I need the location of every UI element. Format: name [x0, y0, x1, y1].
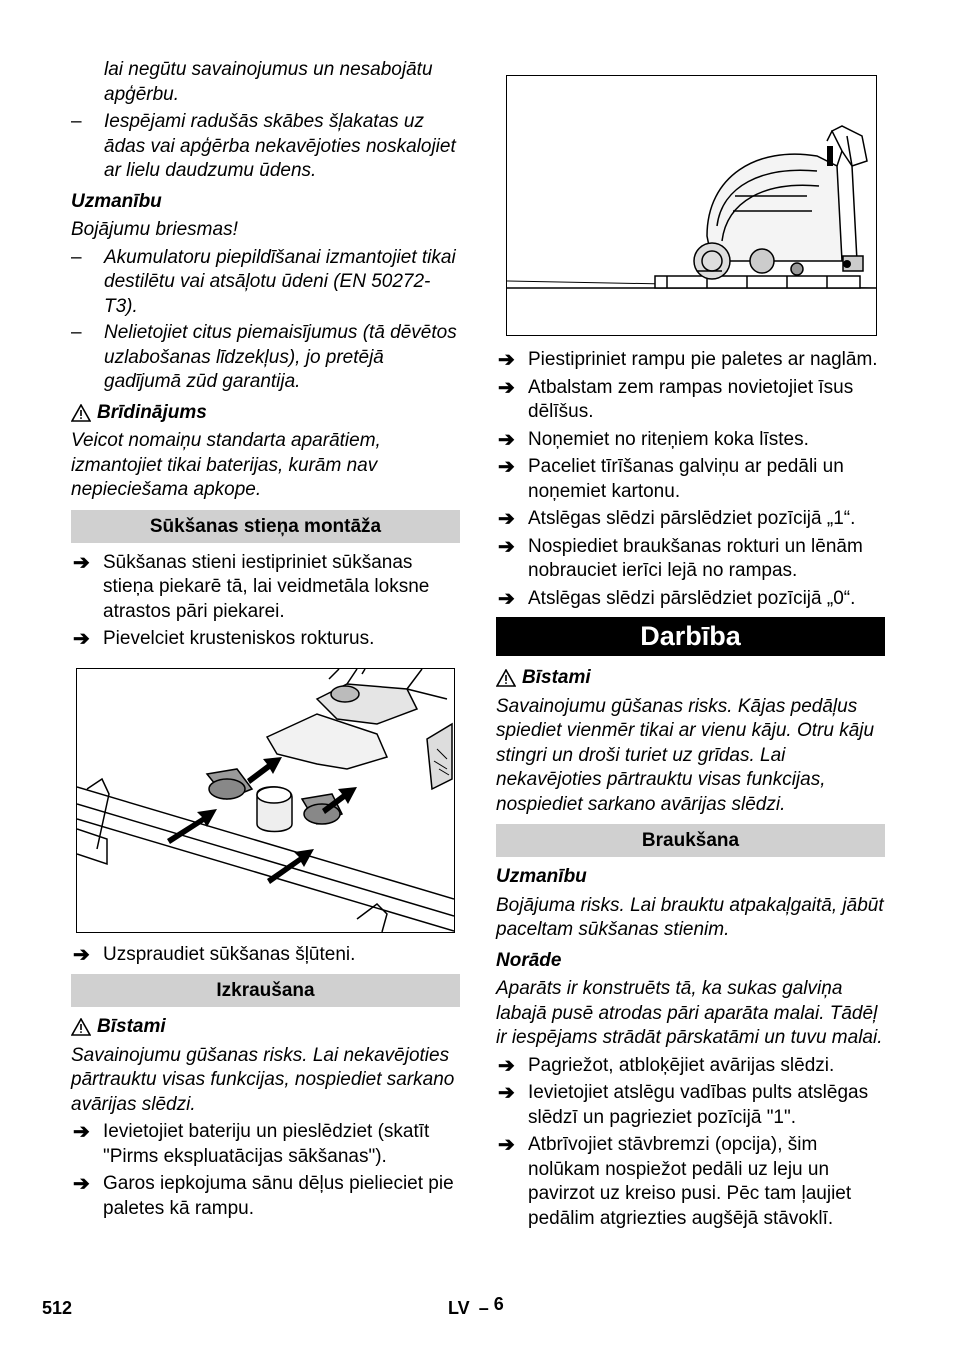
arrow-icon: ➔ [498, 535, 515, 558]
step-item: ➔ Atbalstam zem rampas novietojiet īsus dēlīšus. [498, 376, 854, 422]
warning-title: Brīdinājums [97, 401, 207, 423]
danger-text: Savainojumu gūšanas risks. Lai nekavējoties pārtrauktu visas funkcijas, nospiediet sarkano avārijas slēdzi. [71, 1044, 455, 1115]
arrow-icon: ➔ [498, 1134, 515, 1156]
continued-text: lai negūtu savainojumus un nesabojātu apģērbu. [104, 59, 433, 105]
step-item: ➔ Noņemiet no riteņiem koka līstes. [498, 428, 809, 451]
section-heading-operation: Darbība [496, 617, 885, 656]
step-item: ➔ Pagriežot, atbloķējiet avārijas slēdzi. [498, 1054, 835, 1077]
driving-steps-list [496, 1054, 885, 1232]
suction-bar-illustration [76, 668, 455, 933]
section-heading-unloading: Izkraušana [71, 974, 460, 1007]
arrow-icon: ➔ [498, 1082, 515, 1104]
section-heading-driving: Braukšana [496, 824, 885, 857]
danger-title: Bīstami [522, 667, 591, 688]
danger-title: Bīstami [97, 1016, 166, 1037]
step-item: ➔ Atslēgas slēdzi pārslēdziet pozīcijā „1“. [498, 508, 856, 530]
danger-heading [71, 1015, 460, 1040]
caution-heading: Uzmanību [71, 190, 162, 212]
arrow-icon: ➔ [73, 1173, 90, 1195]
danger-text: Savainojumu gūšanas risks. Kājas pedāļus spiediet vienmēr tikai ar vienu kāju. Otru kāju stingri un droši turiet uz grīdas. Lai nekavējoties pārtrauktu visas funkcijas, nospiediet sarkano avārijas slēdzi. [496, 695, 875, 815]
step-item: ➔ Atslēgas slēdzi pārslēdziet pozīcijā „0“. [498, 587, 856, 610]
arrow-icon: ➔ [498, 587, 515, 610]
suction-bar-drawing [77, 669, 454, 932]
arrow-icon: ➔ [73, 628, 90, 650]
machine-ramp-drawing [507, 76, 876, 335]
warning-triangle-icon [71, 1018, 91, 1036]
step-item: ➔ Ievietojiet bateriju un pieslēdziet (skatīt "Pirms ekspluatācijas sākšanas"). [73, 1121, 430, 1167]
warning-text: Veicot nomaiņu standarta aparātiem, izmantojiet tikai baterijas, kurām nav nepieciešama apkope. [71, 430, 381, 500]
arrow-icon: ➔ [73, 551, 90, 574]
right-column [496, 75, 885, 1234]
arrow-icon: ➔ [498, 1054, 515, 1077]
arrow-icon: ➔ [498, 508, 515, 530]
step-item: ➔ Paceliet tīrīšanas galviņu ar pedāli un noņemiet kartonu. [498, 456, 844, 502]
arrow-icon: ➔ [498, 376, 515, 399]
arrow-icon: ➔ [498, 349, 515, 371]
dash-item: – Nelietojiet citus piemaisījumus (tā dēvētos uzlabošanas līdzekļus), jo pretējā gadījumā zūd garantija. [71, 321, 460, 395]
dash-item: – Iespējami radušās skābes šļakatas uz ādas vai apģērba nekavējoties noskalojiet ar lielu daudzumu ūdens. [71, 110, 460, 184]
page-number: 512 [42, 1298, 73, 1318]
warning-triangle-icon [496, 669, 516, 687]
danger-heading [496, 666, 885, 691]
step-item: ➔ Atbrīvojiet stāvbremzi (opcija), šim nolūkam nospiežot pedāli uz leju un pavirzot uz kreiso pusi. Pēc tam ļaujiet pedālim atgriezties augšējā stāvoklī. [498, 1134, 852, 1229]
step-item: ➔ Sūkšanas stieni iestipriniet sūkšanas stieņa piekarē tā, lai veidmetāla loksne atrastos pāri piekarei. [73, 551, 430, 622]
warning-heading [71, 401, 460, 426]
section-heading-suction-bar: Sūkšanas stieņa montāža [71, 510, 460, 543]
caution-text: Bojājumu briesmas! [71, 219, 238, 240]
left-column [71, 58, 460, 1224]
arrow-icon: ➔ [73, 943, 90, 966]
arrow-icon: ➔ [498, 428, 515, 451]
note-heading: Norāde [496, 949, 562, 971]
step-item: ➔ Ievietojiet atslēgu vadības pults atslēgas slēdzī un pagrieziet pozīcijā "1". [498, 1082, 869, 1128]
arrow-icon: ➔ [73, 1121, 90, 1143]
step-item: ➔ Piestipriniet rampu pie paletes ar naglām. [498, 349, 878, 371]
dash-item: – Akumulatoru piepildīšanai izmantojiet tikai destilētu vai atsāļotu ūdeni (EN 50272-T3). [71, 246, 460, 320]
warning-triangle-icon [71, 404, 91, 422]
step-item: ➔ Pievelciet krusteniskos rokturus. [73, 628, 375, 650]
step-item: ➔ Uzspraudiet sūkšanas šļūteni. [73, 943, 356, 966]
machine-ramp-illustration [506, 75, 877, 336]
step-item: ➔ Garos iepkojuma sānu dēļus pielieciet pie paletes kā rampu. [73, 1173, 454, 1219]
step-item: ➔ Nospiediet braukšanas rokturi un lēnām nobrauciet ierīci lejā no rampas. [498, 535, 863, 581]
unloading-steps-list [496, 348, 885, 611]
arrow-icon: ➔ [498, 456, 515, 478]
footer-language: LV – 6 [448, 1294, 504, 1318]
caution-heading: Uzmanību [496, 866, 587, 887]
note-text: Aparāts ir konstruēts tā, ka sukas galviņa labajā pusē atrodas pāri aparāta malai. Tādēļ ir iespējams strādāt pārskatāmi un tuvu malai. [496, 978, 883, 1048]
caution-text: Bojājuma risks. Lai brauktu atpakaļgaitā, jābūt paceltam sūkšanas stienim. [496, 894, 884, 940]
